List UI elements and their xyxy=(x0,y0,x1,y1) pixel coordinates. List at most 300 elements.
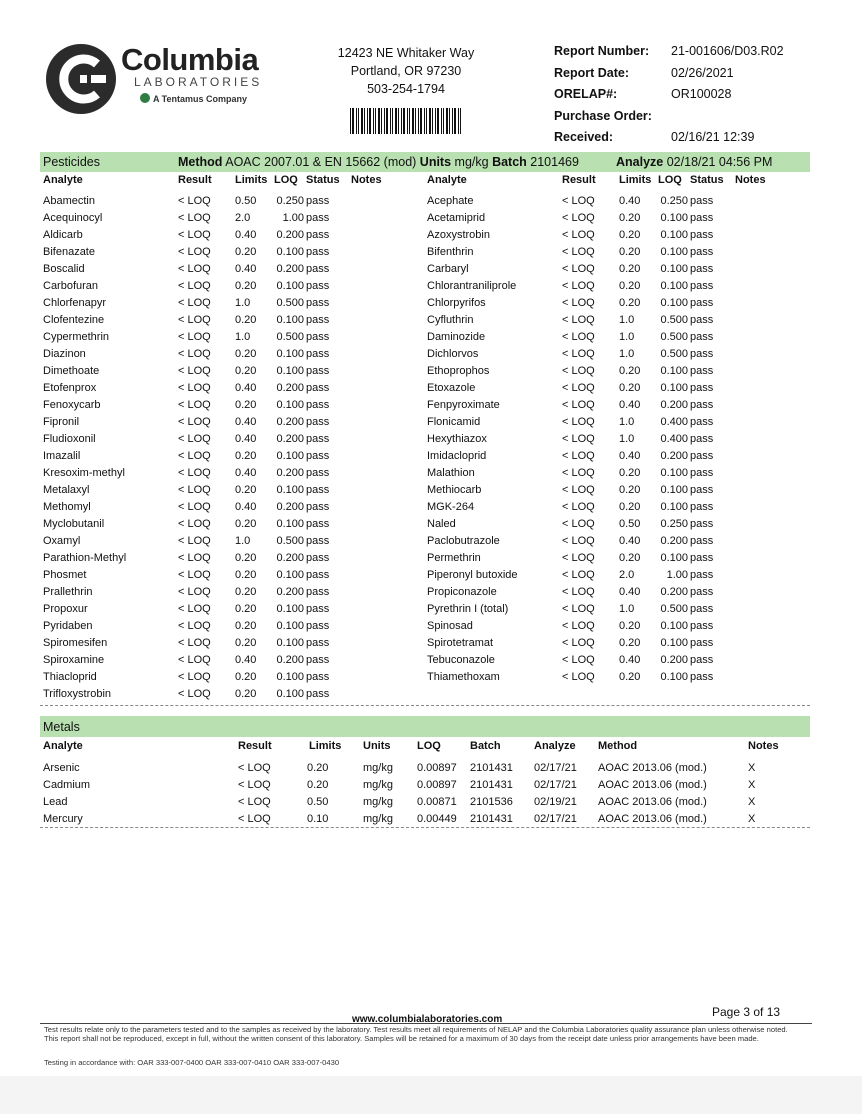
company-logo xyxy=(44,42,274,122)
analyte-name: Etoxazole xyxy=(427,382,476,394)
limits-value: 0.40 xyxy=(619,450,641,462)
loq-value: 0.200 xyxy=(276,433,304,445)
limits-value: 0.20 xyxy=(235,637,257,649)
status-value: pass xyxy=(690,654,714,666)
footer-rule xyxy=(40,1023,812,1024)
status-value: pass xyxy=(690,365,714,377)
report-info xyxy=(554,44,814,152)
units-label: Units xyxy=(419,155,452,169)
analyte-name: Dimethoate xyxy=(43,365,100,377)
analyte-name: Kresoxim-methyl xyxy=(43,467,125,479)
metals-batch-value: 2101431 xyxy=(470,762,513,774)
status-value: pass xyxy=(690,314,714,326)
analyte-name: Fenoxycarb xyxy=(43,399,101,411)
limits-value: 0.20 xyxy=(235,348,257,360)
metals-loq-value: 0.00897 xyxy=(417,762,457,774)
received-label: Received: xyxy=(554,130,614,144)
loq-value: 0.100 xyxy=(660,280,688,292)
purchase-order-label: Purchase Order: xyxy=(554,108,652,123)
metals-title: Metals xyxy=(43,720,80,734)
limits-value: 1.0 xyxy=(619,433,635,445)
col-notes: Notes xyxy=(351,174,382,186)
analyte-name: Propoxur xyxy=(43,603,88,615)
result-value: < LOQ xyxy=(562,229,595,241)
limits-value: 0.20 xyxy=(619,552,641,564)
loq-value: 0.100 xyxy=(276,399,304,411)
col-loq: LOQ xyxy=(274,174,298,186)
footer-testing: Testing in accordance with: OAR 333-007-0400 OAR 333-007-0410 OAR 333-007-0430 xyxy=(44,1058,340,1067)
analyte-name: Imazalil xyxy=(43,450,81,462)
result-value: < LOQ xyxy=(562,535,595,547)
limits-value: 1.0 xyxy=(235,331,251,343)
analyte-name: Spirotetramat xyxy=(427,637,494,649)
analyte-name: Thiamethoxam xyxy=(427,671,500,683)
divider xyxy=(40,705,810,706)
loq-value: 0.100 xyxy=(276,246,304,258)
analyte-name: Acephate xyxy=(427,195,474,207)
analyte-name: Chlorfenapyr xyxy=(43,297,106,309)
metals-result-value: < LOQ xyxy=(238,796,271,808)
metals-method-value: AOAC 2013.06 (mod.) xyxy=(598,779,707,791)
result-value: < LOQ xyxy=(562,518,595,530)
metals-loq-value: 0.00871 xyxy=(417,796,457,808)
loq-value: 0.500 xyxy=(276,535,304,547)
pesticides-section-bar xyxy=(40,152,810,172)
loq-value: 0.100 xyxy=(660,212,688,224)
limits-value: 0.20 xyxy=(619,382,641,394)
result-value: < LOQ xyxy=(178,246,211,258)
status-value: pass xyxy=(306,416,330,428)
status-value: pass xyxy=(690,280,714,292)
analyte-name: Parathion-Methyl xyxy=(43,552,127,564)
metals-notes-value: X xyxy=(748,762,756,774)
status-value: pass xyxy=(690,671,714,683)
analyte-name: Aldicarb xyxy=(43,229,83,241)
limits-value: 2.0 xyxy=(619,569,635,581)
status-value: pass xyxy=(306,297,330,309)
limits-value: 0.20 xyxy=(619,263,641,275)
limits-value: 0.40 xyxy=(619,586,641,598)
loq-value: 0.200 xyxy=(660,654,688,666)
loq-value: 0.100 xyxy=(660,229,688,241)
metals-result-value: < LOQ xyxy=(238,813,271,825)
analyte-name: Spinosad xyxy=(427,620,473,632)
orelap-label: ORELAP#: xyxy=(554,87,618,101)
address-city: Portland, OR 97230 xyxy=(350,64,462,78)
loq-value: 0.200 xyxy=(276,552,304,564)
status-value: pass xyxy=(306,586,330,598)
loq-value: 0.100 xyxy=(660,637,688,649)
metals-units-value: mg/kg xyxy=(363,779,393,791)
status-value: pass xyxy=(306,569,330,581)
result-value: < LOQ xyxy=(178,552,211,564)
status-value: pass xyxy=(306,433,330,445)
result-value: < LOQ xyxy=(562,399,595,411)
address-phone: 503-254-1794 xyxy=(367,82,445,96)
logo-tagline xyxy=(140,93,247,104)
analyte-name: Malathion xyxy=(427,467,475,479)
limits-value: 1.0 xyxy=(619,348,635,360)
metals-analyze-value: 02/19/21 xyxy=(534,796,577,808)
analyte-name: Carbaryl xyxy=(427,263,469,275)
result-value: < LOQ xyxy=(178,229,211,241)
status-value: pass xyxy=(306,603,330,615)
analyte-name: Azoxystrobin xyxy=(427,229,490,241)
col-result: Result xyxy=(178,174,212,186)
limits-value: 1.0 xyxy=(619,603,635,615)
status-value: pass xyxy=(306,501,330,513)
limits-value: 0.40 xyxy=(235,263,257,275)
result-value: < LOQ xyxy=(178,637,211,649)
lab-address xyxy=(320,44,492,98)
metals-limits-value: 0.50 xyxy=(307,796,329,808)
analyte-name: Flonicamid xyxy=(427,416,481,428)
col-status: Status xyxy=(690,174,724,186)
status-value: pass xyxy=(306,229,330,241)
status-value: pass xyxy=(690,586,714,598)
result-value: < LOQ xyxy=(178,399,211,411)
status-value: pass xyxy=(690,518,714,530)
result-value: < LOQ xyxy=(562,467,595,479)
loq-value: 0.100 xyxy=(276,671,304,683)
loq-value: 0.100 xyxy=(660,671,688,683)
analyte-name: Fludioxonil xyxy=(43,433,96,445)
limits-value: 0.40 xyxy=(235,501,257,513)
result-value: < LOQ xyxy=(562,314,595,326)
limits-value: 0.20 xyxy=(235,518,257,530)
limits-value: 0.20 xyxy=(619,620,641,632)
result-value: < LOQ xyxy=(178,671,211,683)
loq-value: 0.500 xyxy=(660,348,688,360)
status-value: pass xyxy=(306,195,330,207)
loq-value: 0.100 xyxy=(660,263,688,275)
metals-result-value: < LOQ xyxy=(238,762,271,774)
limits-value: 0.50 xyxy=(235,195,257,207)
status-value: pass xyxy=(306,331,330,343)
limits-value: 0.20 xyxy=(235,314,257,326)
limits-value: 0.40 xyxy=(235,416,257,428)
logo-name: Columbia xyxy=(121,42,259,77)
result-value: < LOQ xyxy=(562,433,595,445)
result-value: < LOQ xyxy=(178,297,211,309)
status-value: pass xyxy=(306,552,330,564)
limits-value: 0.40 xyxy=(235,467,257,479)
loq-value: 0.200 xyxy=(660,450,688,462)
analyte-name: Metalaxyl xyxy=(43,484,90,496)
analyte-name: Ethoprophos xyxy=(427,365,490,377)
analyte-name: Acetamiprid xyxy=(427,212,486,224)
result-value: < LOQ xyxy=(178,467,211,479)
tentamus-icon xyxy=(140,93,150,103)
status-value: pass xyxy=(306,535,330,547)
analyte-name: Spiromesifen xyxy=(43,637,108,649)
method-value: AOAC 2007.01 & EN 15662 (mod) xyxy=(225,155,417,169)
loq-value: 0.200 xyxy=(276,467,304,479)
report-number-label: Report Number: xyxy=(554,44,650,58)
analyte-name: Etofenprox xyxy=(43,382,97,394)
limits-value: 0.20 xyxy=(235,399,257,411)
metals-limits-value: 0.20 xyxy=(307,762,329,774)
result-value: < LOQ xyxy=(178,433,211,445)
loq-value: 0.200 xyxy=(276,263,304,275)
status-value: pass xyxy=(690,501,714,513)
col-notes: Notes xyxy=(735,174,766,186)
analyze-label: Analyze xyxy=(616,155,664,169)
limits-value: 0.20 xyxy=(619,212,641,224)
limits-value: 1.0 xyxy=(619,416,635,428)
status-value: pass xyxy=(690,331,714,343)
loq-value: 0.100 xyxy=(276,484,304,496)
status-value: pass xyxy=(690,433,714,445)
result-value: < LOQ xyxy=(178,654,211,666)
status-value: pass xyxy=(690,297,714,309)
result-value: < LOQ xyxy=(562,637,595,649)
loq-value: 0.100 xyxy=(276,365,304,377)
metals-batch-value: 2101431 xyxy=(470,779,513,791)
result-value: < LOQ xyxy=(178,212,211,224)
loq-value: 0.100 xyxy=(660,467,688,479)
analyte-name: Myclobutanil xyxy=(43,518,105,530)
metals-method-value: AOAC 2013.06 (mod.) xyxy=(598,796,707,808)
status-value: pass xyxy=(306,688,330,700)
analyte-name: Tebuconazole xyxy=(427,654,495,666)
status-value: pass xyxy=(306,382,330,394)
analyte-name: Trifloxystrobin xyxy=(43,688,112,700)
analyte-name: Methomyl xyxy=(43,501,91,513)
result-value: < LOQ xyxy=(562,484,595,496)
result-value: < LOQ xyxy=(562,501,595,513)
analyte-name: Bifenazate xyxy=(43,246,95,258)
metals-notes-value: X xyxy=(748,796,756,808)
metals-col-method: Method xyxy=(598,740,638,752)
analyte-name: Permethrin xyxy=(427,552,481,564)
loq-value: 0.200 xyxy=(276,416,304,428)
loq-value: 0.500 xyxy=(276,331,304,343)
result-value: < LOQ xyxy=(562,280,595,292)
loq-value: 0.100 xyxy=(276,569,304,581)
status-value: pass xyxy=(690,637,714,649)
analyte-name: Pyrethrin I (total) xyxy=(427,603,509,615)
analyte-name: Cyfluthrin xyxy=(427,314,474,326)
metals-units-value: mg/kg xyxy=(363,796,393,808)
report-date: 02/26/2021 xyxy=(671,65,734,80)
columbia-logo-icon xyxy=(44,42,118,116)
loq-value: 0.200 xyxy=(276,382,304,394)
status-value: pass xyxy=(690,229,714,241)
limits-value: 0.50 xyxy=(619,518,641,530)
loq-value: 0.100 xyxy=(660,620,688,632)
analyte-name: Diazinon xyxy=(43,348,86,360)
loq-value: 0.200 xyxy=(660,535,688,547)
result-value: < LOQ xyxy=(562,620,595,632)
status-value: pass xyxy=(306,246,330,258)
result-value: < LOQ xyxy=(562,603,595,615)
status-value: pass xyxy=(306,484,330,496)
status-value: pass xyxy=(690,620,714,632)
limits-value: 0.20 xyxy=(235,620,257,632)
status-value: pass xyxy=(690,450,714,462)
result-value: < LOQ xyxy=(562,569,595,581)
analyte-name: Fenpyroximate xyxy=(427,399,500,411)
metals-analyze-value: 02/17/21 xyxy=(534,813,577,825)
metals-loq-value: 0.00897 xyxy=(417,779,457,791)
loq-value: 0.200 xyxy=(276,229,304,241)
metals-notes-value: X xyxy=(748,813,756,825)
loq-value: 1.00 xyxy=(666,569,688,581)
analyte-name: Dichlorvos xyxy=(427,348,479,360)
col-loq: LOQ xyxy=(658,174,682,186)
limits-value: 0.20 xyxy=(619,229,641,241)
limits-value: 1.0 xyxy=(619,331,635,343)
result-value: < LOQ xyxy=(178,569,211,581)
loq-value: 0.100 xyxy=(660,501,688,513)
result-value: < LOQ xyxy=(178,280,211,292)
pesticides-method xyxy=(178,155,579,169)
status-value: pass xyxy=(690,263,714,275)
analyte-name: Propiconazole xyxy=(427,586,497,598)
analyte-name: Phosmet xyxy=(43,569,87,581)
metals-analyte-value: Mercury xyxy=(43,813,83,825)
metals-batch-value: 2101536 xyxy=(470,796,513,808)
result-value: < LOQ xyxy=(178,688,211,700)
limits-value: 0.20 xyxy=(235,569,257,581)
result-value: < LOQ xyxy=(562,297,595,309)
method-label: Method xyxy=(178,155,223,169)
analyte-name: Bifenthrin xyxy=(427,246,474,258)
analyte-name: Chlorpyrifos xyxy=(427,297,486,309)
metals-method-value: AOAC 2013.06 (mod.) xyxy=(598,762,707,774)
page-bottom-margin xyxy=(0,1076,862,1114)
status-value: pass xyxy=(690,348,714,360)
status-value: pass xyxy=(690,382,714,394)
pesticides-analyze xyxy=(616,155,772,169)
result-value: < LOQ xyxy=(562,450,595,462)
limits-value: 0.20 xyxy=(235,552,257,564)
analyte-name: Prallethrin xyxy=(43,586,93,598)
metals-batch-value: 2101431 xyxy=(470,813,513,825)
status-value: pass xyxy=(306,348,330,360)
analyze-value: 02/18/21 04:56 PM xyxy=(666,155,773,169)
metals-col-analyte: Analyte xyxy=(43,740,83,752)
result-value: < LOQ xyxy=(562,654,595,666)
result-value: < LOQ xyxy=(562,331,595,343)
result-value: < LOQ xyxy=(562,671,595,683)
result-value: < LOQ xyxy=(562,195,595,207)
result-value: < LOQ xyxy=(562,365,595,377)
loq-value: 0.100 xyxy=(276,603,304,615)
limits-value: 0.40 xyxy=(619,535,641,547)
col-result: Result xyxy=(562,174,596,186)
result-value: < LOQ xyxy=(178,382,211,394)
limits-value: 0.20 xyxy=(235,365,257,377)
limits-value: 0.20 xyxy=(235,280,257,292)
loq-value: 0.400 xyxy=(660,416,688,428)
loq-value: 0.100 xyxy=(276,620,304,632)
status-value: pass xyxy=(690,195,714,207)
limits-value: 0.20 xyxy=(235,603,257,615)
analyte-name: Chlorantraniliprole xyxy=(427,280,517,292)
logo-subtitle: LABORATORIES xyxy=(134,75,263,89)
analyte-name: Spiroxamine xyxy=(43,654,105,666)
loq-value: 0.100 xyxy=(276,637,304,649)
received-date: 02/16/21 12:39 xyxy=(671,130,755,144)
result-value: < LOQ xyxy=(178,416,211,428)
pesticides-title: Pesticides xyxy=(43,155,100,169)
metals-section-bar xyxy=(40,716,810,737)
status-value: pass xyxy=(690,569,714,581)
loq-value: 0.200 xyxy=(276,586,304,598)
limits-value: 0.20 xyxy=(235,671,257,683)
metals-col-analyze: Analyze xyxy=(534,740,576,752)
status-value: pass xyxy=(306,314,330,326)
status-value: pass xyxy=(306,671,330,683)
status-value: pass xyxy=(306,467,330,479)
loq-value: 0.100 xyxy=(276,688,304,700)
analyte-name: Cypermethrin xyxy=(43,331,110,343)
analyte-name: Daminozide xyxy=(427,331,486,343)
analyte-name: Clofentezine xyxy=(43,314,105,326)
result-value: < LOQ xyxy=(178,365,211,377)
loq-value: 0.200 xyxy=(660,586,688,598)
limits-value: 0.40 xyxy=(619,399,641,411)
units-value: mg/kg xyxy=(454,155,489,169)
result-value: < LOQ xyxy=(178,620,211,632)
loq-value: 0.100 xyxy=(276,280,304,292)
result-value: < LOQ xyxy=(562,246,595,258)
status-value: pass xyxy=(306,263,330,275)
report-date-label: Report Date: xyxy=(554,65,630,80)
loq-value: 0.500 xyxy=(660,603,688,615)
metals-units-value: mg/kg xyxy=(363,762,393,774)
result-value: < LOQ xyxy=(562,586,595,598)
analyte-name: Methiocarb xyxy=(427,484,482,496)
status-value: pass xyxy=(306,654,330,666)
limits-value: 0.20 xyxy=(235,586,257,598)
limits-value: 0.20 xyxy=(619,484,641,496)
result-value: < LOQ xyxy=(562,416,595,428)
status-value: pass xyxy=(306,518,330,530)
loq-value: 0.400 xyxy=(660,433,688,445)
limits-value: 0.20 xyxy=(619,671,641,683)
analyte-name: Boscalid xyxy=(43,263,85,275)
result-value: < LOQ xyxy=(178,518,211,530)
metals-col-limits: Limits xyxy=(309,740,342,752)
loq-value: 0.100 xyxy=(660,484,688,496)
batch-label: Batch xyxy=(492,155,527,169)
limits-value: 0.20 xyxy=(619,637,641,649)
status-value: pass xyxy=(306,280,330,292)
status-value: pass xyxy=(306,399,330,411)
col-analyte: Analyte xyxy=(427,174,467,186)
loq-value: 0.100 xyxy=(660,297,688,309)
limits-value: 2.0 xyxy=(235,212,251,224)
loq-value: 0.250 xyxy=(660,195,688,207)
loq-value: 0.100 xyxy=(276,450,304,462)
metals-limits-value: 0.20 xyxy=(307,779,329,791)
metals-limits-value: 0.10 xyxy=(307,813,329,825)
loq-value: 0.100 xyxy=(276,348,304,360)
metals-col-result: Result xyxy=(238,740,272,752)
analyte-name: Hexythiazox xyxy=(427,433,487,445)
loq-value: 0.500 xyxy=(660,314,688,326)
limits-value: 0.20 xyxy=(619,467,641,479)
barcode-icon xyxy=(350,108,462,134)
metals-analyze-value: 02/17/21 xyxy=(534,762,577,774)
status-value: pass xyxy=(306,637,330,649)
page-number: Page 3 of 13 xyxy=(712,1005,781,1019)
result-value: < LOQ xyxy=(178,314,211,326)
footer-url[interactable]: www.columbialaboratories.com xyxy=(352,1014,503,1025)
